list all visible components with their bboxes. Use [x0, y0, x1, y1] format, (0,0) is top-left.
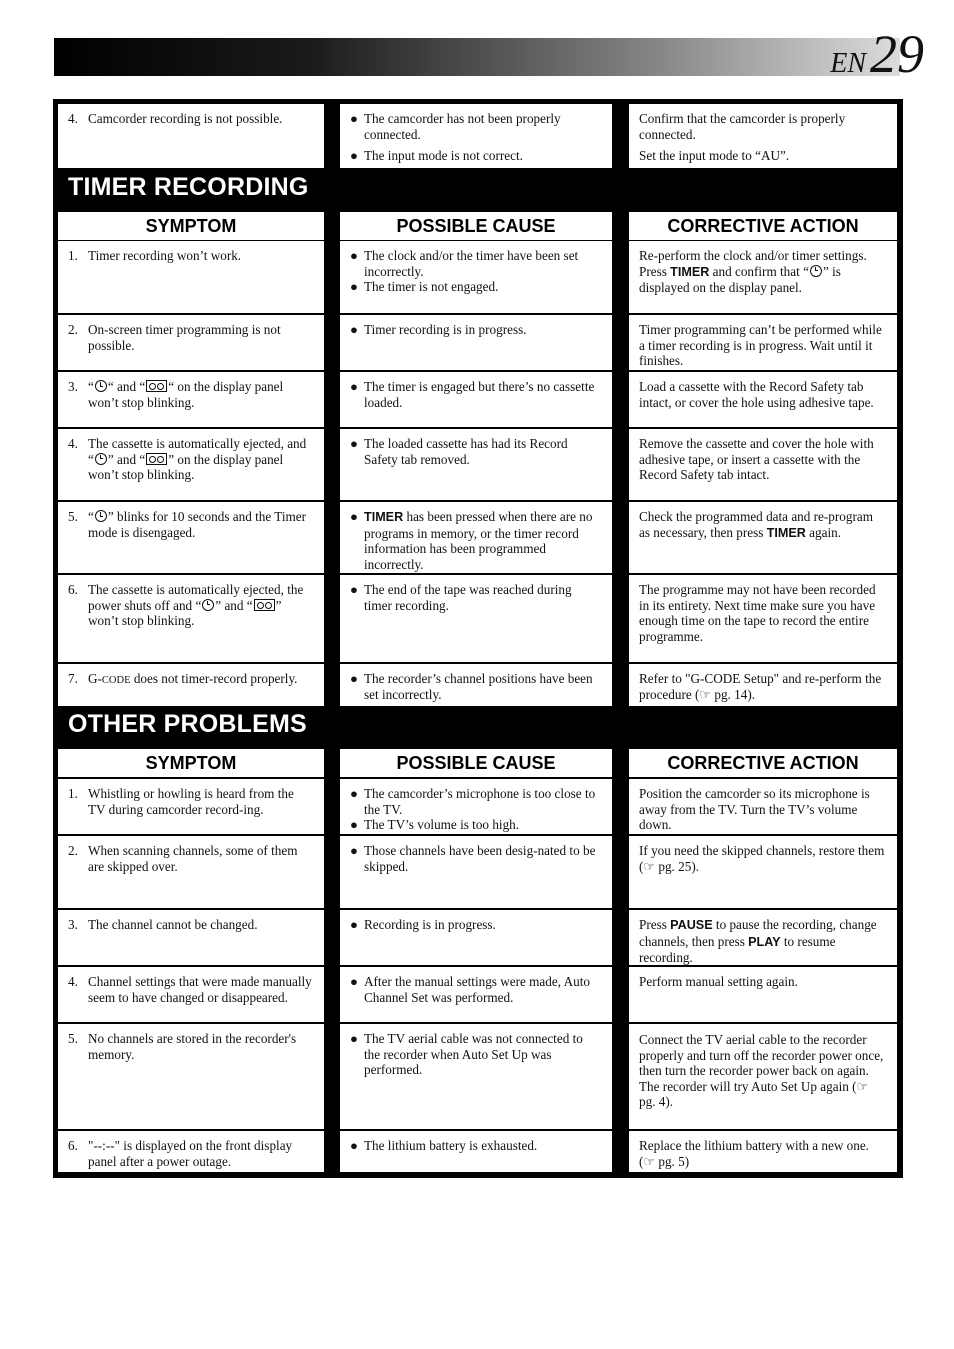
page-number [830, 26, 924, 82]
action-cell: Position the camcorder so its microphone is away from the TV. Turn the TV’s volume down. [629, 779, 897, 834]
symptom-cell: 2. When scanning channels, some of them are skipped over. [58, 836, 324, 908]
action-cell: Re-perform the clock and/or timer settings. Press TIMER and confirm that “ ” is displayed on the display panel. [629, 241, 897, 313]
column-header-action: CORRECTIVE ACTION [629, 749, 897, 777]
cause-cell: ● The timer is engaged but there’s no cassette loaded. [340, 372, 612, 427]
action-cell: Load a cassette with the Record Safety tab intact, or cover the hole using adhesive tape. [629, 372, 897, 427]
cassette-icon [254, 599, 275, 611]
symptom-cell: 1. Timer recording won’t work. [58, 241, 324, 313]
language-label: EN [830, 48, 866, 79]
cassette-icon [146, 453, 167, 465]
symptom-cell: 5. “ ” blinks for 10 seconds and the Timer mode is disengaged. [58, 502, 324, 573]
symptom-cell: 4. The cassette is automatically ejected, and “ ” and “ ” on the display panel won’t stop blinking. [58, 429, 324, 500]
cause-cell: ● Those channels have been desig-nated to be skipped. [340, 836, 612, 908]
symptom-cell: 1. Whistling or howling is heard from the TV during camcorder record-ing. [58, 779, 324, 834]
symptom-cell: 2. On-screen timer programming is not possible. [58, 315, 324, 370]
timer-clock-icon [95, 453, 107, 465]
symptom-cell: 4. Channel settings that were made manually seem to have changed or disappeared. [58, 967, 324, 1022]
cause-cell: ● The loaded cassette has had its Record Safety tab removed. [340, 429, 612, 500]
timer-clock-icon [202, 599, 214, 611]
column-header-cause: POSSIBLE CAUSE [340, 749, 612, 777]
symptom-cell: 5. No channels are stored in the recorder's memory. [58, 1024, 324, 1129]
action-cell: If you need the skipped channels, restore them (☞ pg. 25). [629, 836, 897, 908]
cause-cell: ● Recording is in progress. [340, 910, 612, 965]
cause-cell: ● The recorder’s channel positions have been set incorrectly. [340, 664, 612, 706]
action-cell: Refer to "G-CODE Setup" and re-perform the procedure (☞ pg. 14). [629, 664, 897, 706]
symptom-cell: 3. “ “ and “ “ on the display panel won’t stop blinking. [58, 372, 324, 427]
cause-cell: ● The TV aerial cable was not connected to the recorder when Auto Set Up was performed. [340, 1024, 612, 1129]
timer-clock-icon [95, 380, 107, 392]
action-cell: The programme may not have been recorded in its entirety. Next time make sure you have enough time on the tape to record the entire programme. [629, 575, 897, 662]
column-header-cause: POSSIBLE CAUSE [340, 212, 612, 240]
action-cell: Connect the TV aerial cable to the recorder properly and turn off the recorder power once, then turn the recorder power back on again. The recorder will try Auto Set Up again (☞ pg. 4). [629, 1024, 897, 1129]
symptom-cell: 3. The channel cannot be changed. [58, 910, 324, 965]
symptom-cell: 6. "--:--" is displayed on the front display panel after a power outage. [58, 1131, 324, 1172]
symptom-cell: 4. Camcorder recording is not possible. [58, 104, 324, 168]
action-cell: Press PAUSE to pause the recording, change channels, then press PLAY to resume recording. [629, 910, 897, 965]
column-header-symptom: SYMPTOM [58, 749, 324, 777]
timer-clock-icon [95, 510, 107, 522]
action-cell: Timer programming can’t be performed while a timer recording is in progress. Wait until it finishes. [629, 315, 897, 370]
action-cell: Remove the cassette and cover the hole with adhesive tape, or insert a cassette with the Record Safety tab intact. [629, 429, 897, 500]
action-cell: Perform manual setting again. [629, 967, 897, 1022]
symptom-cell: 7. G-CODE does not timer-record properly. [58, 664, 324, 706]
cassette-icon [146, 380, 167, 392]
column-header-action: CORRECTIVE ACTION [629, 212, 897, 240]
header-bar [54, 38, 900, 76]
section-title-other: OTHER PROBLEMS [68, 710, 307, 738]
page-number-value: 29 [870, 24, 924, 84]
pointing-hand-icon: ☞ [699, 686, 712, 702]
action-cell: Check the programmed data and re-program as necessary, then press TIMER again. [629, 502, 897, 573]
cause-cell: ● The end of the tape was reached during timer recording. [340, 575, 612, 662]
pointing-hand-icon: ☞ [643, 1153, 656, 1169]
pointing-hand-icon: ☞ [856, 1078, 869, 1094]
cause-cell: ● The camcorder has not been properly connected. ● The input mode is not correct. [340, 104, 612, 168]
action-cell: Replace the lithium battery with a new one. (☞ pg. 5) [629, 1131, 897, 1172]
cause-cell: ● The clock and/or the timer have been set incorrectly. ● The timer is not engaged. [340, 241, 612, 313]
section-title-timer: TIMER RECORDING [68, 173, 309, 201]
pointing-hand-icon: ☞ [643, 858, 656, 874]
cause-cell: ● Timer recording is in progress. [340, 315, 612, 370]
timer-clock-icon [810, 265, 822, 277]
action-cell: Confirm that the camcorder is properly connected. Set the input mode to “AU”. [629, 104, 897, 168]
column-header-symptom: SYMPTOM [58, 212, 324, 240]
symptom-cell: 6. The cassette is automatically ejected, the power shuts off and “ ” and “ ” won’t stop blinking. [58, 575, 324, 662]
cause-cell: ● After the manual settings were made, Auto Channel Set was performed. [340, 967, 612, 1022]
cause-cell: ● The lithium battery is exhausted. [340, 1131, 612, 1172]
cause-cell: ● TIMER has been pressed when there are no programs in memory, or the timer record information has been programmed incorrectly. [340, 502, 612, 573]
cause-cell: ● The camcorder’s microphone is too close to the TV. ● The TV’s volume is too high. [340, 779, 612, 834]
